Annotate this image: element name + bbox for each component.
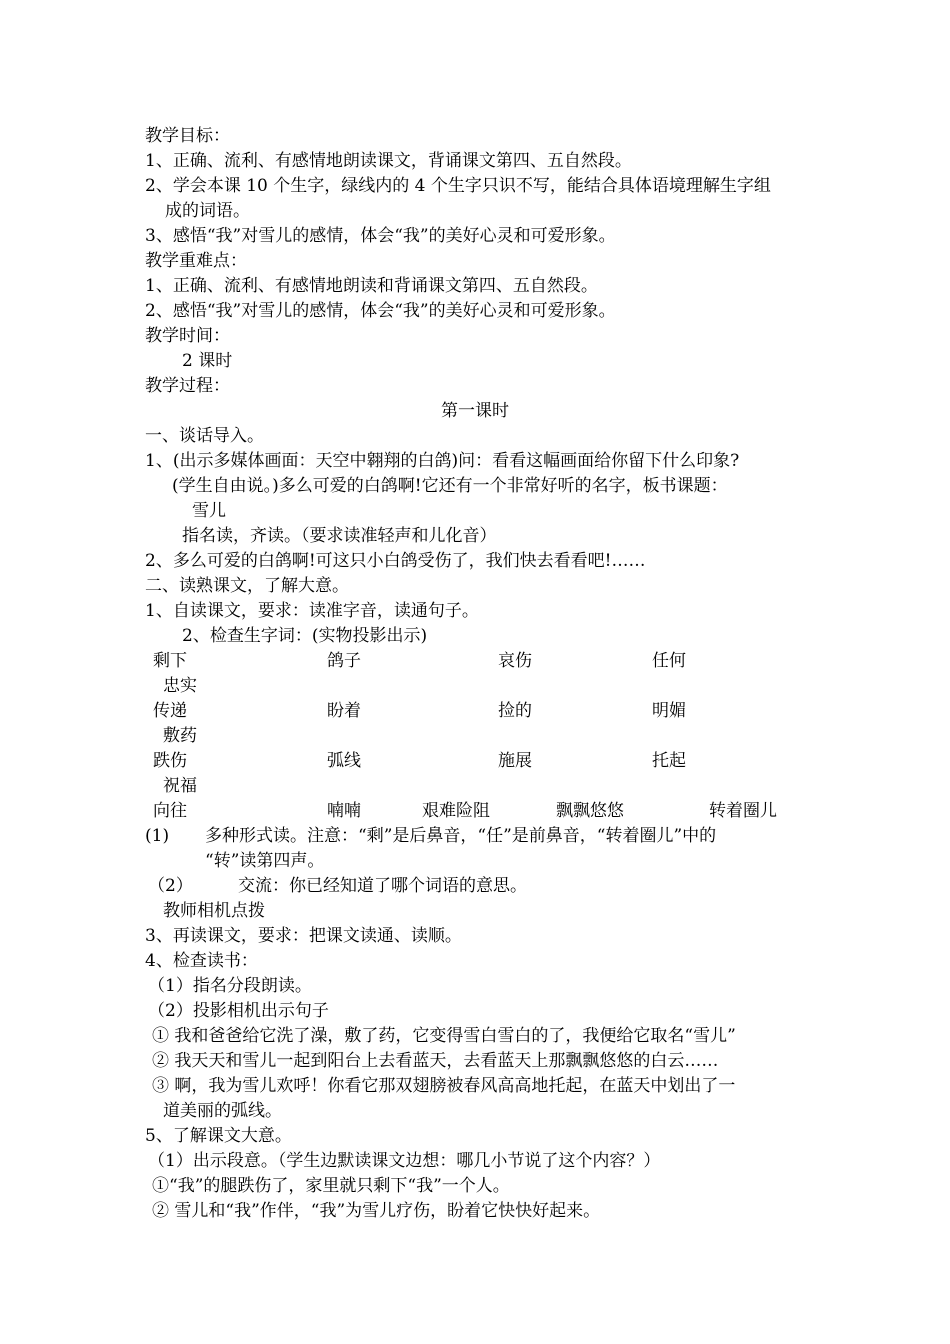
time-heading: 教学时间： bbox=[145, 326, 230, 346]
vocab-word: 敷药 bbox=[163, 726, 197, 746]
section-1-reading-note: 指名读，齐读。（要求读准轻声和儿化音） bbox=[182, 526, 497, 546]
lesson-title: 第一课时 bbox=[441, 401, 509, 421]
point-1-text: 多种形式读。注意：“剩”是后鼻音，“任”是前鼻音，“转着圈儿”中的 bbox=[205, 826, 717, 846]
key-heading: 教学重难点： bbox=[145, 251, 247, 271]
section-1-item-1-cont: (学生自由说。)多么可爱的白鸽啊!它还有一个非常好听的名字，板书课题： bbox=[172, 476, 728, 496]
vocab-word: 艰难险阻 bbox=[422, 801, 490, 821]
vocab-word: 施展 bbox=[498, 751, 532, 771]
vocab-word: 飘飘悠悠 bbox=[556, 801, 624, 821]
goal-1: 1、正确、流利、有感情地朗读课文，背诵课文第四、五自然段。 bbox=[145, 151, 632, 171]
time-value: 2 课时 bbox=[182, 351, 233, 371]
vocab-word: 跌伤 bbox=[153, 751, 187, 771]
sentence-3: ③ 啊，我为雪儿欢呼！你看它那双翅膀被春风高高地托起，在蓝天中划出了一 bbox=[152, 1076, 736, 1096]
vocab-word: 向往 bbox=[153, 801, 187, 821]
key-1: 1、正确、流利、有感情地朗读和背诵课文第四、五自然段。 bbox=[145, 276, 598, 296]
section-2-item-1: 1、自读课文，要求：读准字音，读通句子。 bbox=[145, 601, 479, 621]
vocab-word: 捡的 bbox=[498, 701, 532, 721]
vocab-word: 弧线 bbox=[327, 751, 361, 771]
teacher-note: 教师相机点拨 bbox=[163, 901, 265, 921]
summary-2: ② 雪儿和“我”作伴，“我”为雪儿疗伤，盼着它快快好起来。 bbox=[152, 1201, 601, 1221]
section-2-item-5: 5、了解课文大意。 bbox=[145, 1126, 292, 1146]
vocab-word: 任何 bbox=[652, 651, 686, 671]
vocab-word: 忠实 bbox=[163, 676, 197, 696]
section-2-item-4-2: （2）投影相机出示句子 bbox=[148, 1001, 329, 1021]
section-2-item-4: 4、检查读书： bbox=[145, 951, 258, 971]
section-2-item-3: 3、再读课文，要求：把课文读通、读顺。 bbox=[145, 926, 462, 946]
board-title: 雪儿 bbox=[192, 501, 226, 521]
point-2-text: 交流：你已经知道了哪个词语的意思。 bbox=[238, 876, 527, 896]
section-1-heading: 一、谈话导入。 bbox=[145, 426, 264, 446]
point-1-cont: “转”读第四声。 bbox=[205, 851, 325, 871]
goal-3: 3、感悟“我”对雪儿的感情，体会“我”的美好心灵和可爱形象。 bbox=[145, 226, 616, 246]
point-2-number: （2） bbox=[148, 876, 193, 896]
vocab-word: 转着圈儿 bbox=[709, 801, 777, 821]
goal-2-line-1: 2、学会本课 10 个生字，绿线内的 4 个生字只识不写，能结合具体语境理解生字组 bbox=[145, 176, 771, 196]
process-heading: 教学过程： bbox=[145, 376, 230, 396]
vocab-word: 托起 bbox=[652, 751, 686, 771]
vocab-word: 喃喃 bbox=[327, 801, 361, 821]
sentence-3-cont: 道美丽的弧线。 bbox=[163, 1101, 282, 1121]
vocab-word: 祝福 bbox=[163, 776, 197, 796]
vocab-word: 明媚 bbox=[652, 701, 686, 721]
vocab-word: 剩下 bbox=[153, 651, 187, 671]
key-2: 2、感悟“我”对雪儿的感情，体会“我”的美好心灵和可爱形象。 bbox=[145, 301, 616, 321]
vocab-word: 哀伤 bbox=[498, 651, 532, 671]
section-2-item-5-1: （1）出示段意。（学生边默读课文边想：哪几小节说了这个内容？） bbox=[148, 1151, 661, 1171]
vocab-word: 盼着 bbox=[327, 701, 361, 721]
section-2-item-4-1: （1）指名分段朗读。 bbox=[148, 976, 312, 996]
goal-2-line-2: 成的词语。 bbox=[165, 201, 250, 221]
section-1-item-2: 2、多么可爱的白鸽啊!可这只小白鸽受伤了，我们快去看看吧!…… bbox=[145, 551, 646, 571]
sentence-1: ① 我和爸爸给它洗了澡，敷了药，它变得雪白雪白的了，我便给它取名“雪儿” bbox=[152, 1026, 736, 1046]
section-1-item-1: 1、(出示多媒体画面：天空中翱翔的白鸽)问：看看这幅画面给你留下什么印象? bbox=[145, 451, 740, 471]
summary-1: ①“我”的腿跌伤了，家里就只剩下“我”一个人。 bbox=[152, 1176, 510, 1196]
section-2-item-2: 2、检查生字词：(实物投影出示) bbox=[182, 626, 428, 646]
point-1-number: (1) bbox=[145, 826, 170, 846]
vocab-word: 鸽子 bbox=[327, 651, 361, 671]
section-2-heading: 二、读熟课文，了解大意。 bbox=[145, 576, 349, 596]
vocab-word: 传递 bbox=[153, 701, 187, 721]
sentence-2: ② 我天天和雪儿一起到阳台上去看蓝天，去看蓝天上那飘飘悠悠的白云…… bbox=[152, 1051, 719, 1071]
goals-heading: 教学目标： bbox=[145, 126, 230, 146]
